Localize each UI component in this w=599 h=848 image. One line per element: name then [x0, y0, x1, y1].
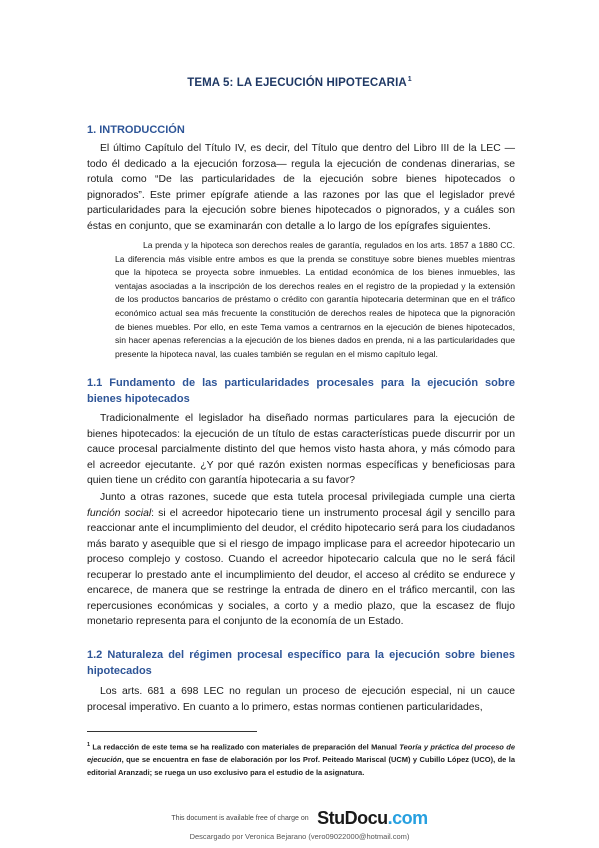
footnote-mark: 1	[87, 742, 91, 748]
section-heading-1-2: 1.2 Naturaleza del régimen procesal específico para la ejecución sobre bienes hipotecados	[87, 649, 515, 677]
studocu-banner[interactable]	[0, 808, 599, 829]
intro-paragraph: El último Capítulo del Título IV, es decir, del Título que dentro del Libro III de la LEC —todo él dedicado a la ejecución forzosa— regula la ejecución de condenas dinerarias, se rotula como “De las particularidades de la ejecución sobre bienes hipotecados o pignorados”. Este primer epígrafe atiende a las razones por las que el legislador prevé particularidades para la ejecución sobre bienes hipotecados o pignorados, y a cuáles son éstas en conjunto, que se examinarán con detalle a lo largo de los epígrafes siguientes.	[87, 143, 515, 232]
footnote: $^1$ La redacción de este tema se ha realizado con materiales de preparación del Manual Teoría y práctica del proceso de ejecución, que se encuentra en fase de elaboración por los Prof. Peiteado Mariscal (UCM) y Cubillo López (UCO), de la editorial Aranzadi; se ruega un uso exclusivo para el estudio de la asignatura.	[87, 742, 515, 777]
title-footnote-mark: 1	[407, 76, 412, 83]
quote-paragraph: La prenda y la hipoteca son derechos reales de garantía, regulados en los arts. 1857 a 1880 CC. La diferencia más visible entre ambos es que la prenda se constituye sobre bienes muebles mientras que la hipoteca se proyecta sobre inmuebles. La entidad económica de los bienes inmuebles, las ventajas asociadas a la inscripción de los derechos reales en el registro de la propiedad y la extensión de los productos bancarios de préstamo o crédito con garantía hipotecaria determinan que en el tráfico económico actual sea más frecuente la constitución de derechos reales de hipoteca que la pignoración de bienes muebles. Por ello, en este Tema vamos a centrarnos en la ejecución de bienes hipotecados, sin hacer apenas referencias a la ejecución de los bienes dados en prenda, ni a las particularidades que presente la hipoteca naval, las cuales también se regulan en el mismo capítulo legal.	[115, 240, 515, 359]
italic-term: función social	[87, 507, 152, 519]
paragraph-1-1-a: Tradicionalmente el legislador ha diseñado normas particulares para la ejecución de bienes hipotecados: la ejecución de un título de estas características puede discurrir por un cauce procesal parcialmente distinto del que hemos visto hasta ahora, y más cómodo para el acreedor ejecutante. ¿Y por qué razón existen normas específicas y beneficiosas para quien tiene un crédito con garantía hipotecaria a su favor?	[87, 413, 515, 486]
section-heading-introduction: 1. INTRODUCCIÓN	[87, 124, 185, 136]
paragraph-1-1-b: Junto a otras razones, sucede que esta tutela procesal privilegiada cumple una cierta función social: si el acreedor hipotecario tiene un instrumento procesal ágil y sencillo para reaccionar ante el incumplimiento del deudor, el crédito hipotecario será para los ciudadanos más barato y asequible que si el riesgo de impago implicase para el acreedor hipotecario un proceso complejo y costoso. Cuando el acreedor hipotecario calcula que no le será fácil recuperar lo prestado ante el incumplimiento del deudor, el acceso al crédito se endurece y encarece, de manera que se restringe la entrada de dinero en el tráfico mercantil, con las repercusiones económicas y sociales, a corto y a medio plazo, que la escasez de flujo monetario representa para el conjunto de la economía de un Estado.	[87, 492, 515, 627]
download-attribution: Descargado por Veronica Bejarano (vero09022000@hotmail.com)	[189, 832, 410, 841]
footnote-divider	[87, 731, 257, 732]
document-title: TEMA 5: LA EJECUCIÓN HIPOTECARIA$^1$	[187, 76, 412, 89]
paragraph-1-2: Los arts. 681 a 698 LEC no regulan un proceso de ejecución especial, ni un cauce procesal imperativo. En cuanto a lo primero, estas normas contienen particularidades,	[87, 686, 515, 713]
banner-text: This document is available free of charge on	[171, 815, 309, 822]
studocu-logo[interactable]: StuDocu.com	[317, 808, 428, 828]
section-heading-1-1: 1.1 Fundamento de las particularidades procesales para la ejecución sobre bienes hipotecados	[87, 377, 515, 405]
